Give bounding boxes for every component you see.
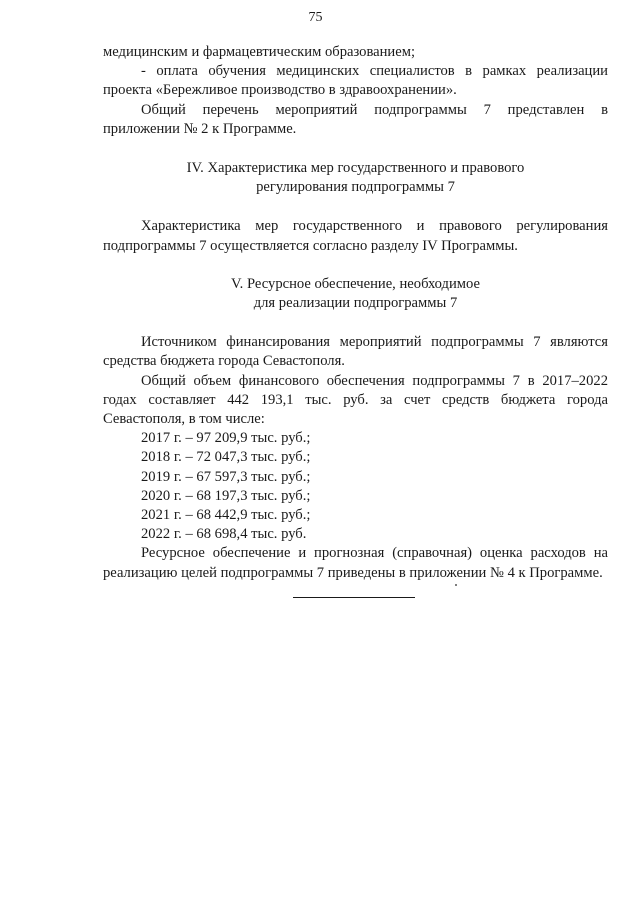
- section-5-title-line-1: V. Ресурсное обеспечение, необходимое: [231, 275, 480, 292]
- section-4-title-line-1: IV. Характеристика мер государственного и правового: [186, 160, 525, 177]
- end-divider: [293, 597, 415, 598]
- year-funding-2019: 2019 г. – 67 597,3 тыс. руб.;: [141, 468, 311, 485]
- document-body: [103, 43, 608, 583]
- year-funding-2018: 2018 г. – 72 047,3 тыс. руб.;: [141, 449, 311, 466]
- section-5-sources: Источником финансирования мероприятий подпрограммы 7 являются средства бюджета города Севастополя.: [103, 334, 608, 370]
- scan-speck: [455, 584, 457, 586]
- section-5-title-line-2: для реализации подпрограммы 7: [253, 295, 458, 312]
- year-funding-2021: 2021 г. – 68 442,9 тыс. руб.;: [141, 507, 311, 524]
- section-4-title-line-2: регулирования подпрограммы 7: [256, 179, 455, 196]
- year-funding-2022: 2022 г. – 68 698,4 тыс. руб.: [141, 526, 307, 543]
- year-funding-2020: 2020 г. – 68 197,3 тыс. руб.;: [141, 487, 311, 504]
- intro-line: медицинским и фармацевтическим образованием;: [103, 44, 416, 60]
- section-4-body: Характеристика мер государственного и правового регулирования подпрограммы 7 осуществляется согласно разделу IV Программы.: [103, 218, 608, 254]
- page-number: 75: [308, 10, 323, 25]
- yearly-funding-list: [103, 429, 608, 544]
- section-5-total: Общий объем финансового обеспечения подпрограммы 7 в 2017–2022 годах составляет 442 193,1 тыс. руб. за счет средств бюджета города Севастополя, в том числе:: [103, 372, 608, 428]
- intro-list-note: Общий перечень мероприятий подпрограммы 7 представлен в приложении № 2 к Программе.: [103, 101, 608, 137]
- year-funding-2017: 2017 г. – 97 209,9 тыс. руб.;: [141, 430, 311, 447]
- intro-bullet: - оплата обучения медицинских специалистов в рамках реализации проекта «Бережливое производство в здравоохранении».: [103, 63, 608, 99]
- section-5-estimate: Ресурсное обеспечение и прогнозная (справочная) оценка расходов на реализацию целей подпрограммы 7 приведены в приложении № 4 к Программе.: [103, 545, 608, 581]
